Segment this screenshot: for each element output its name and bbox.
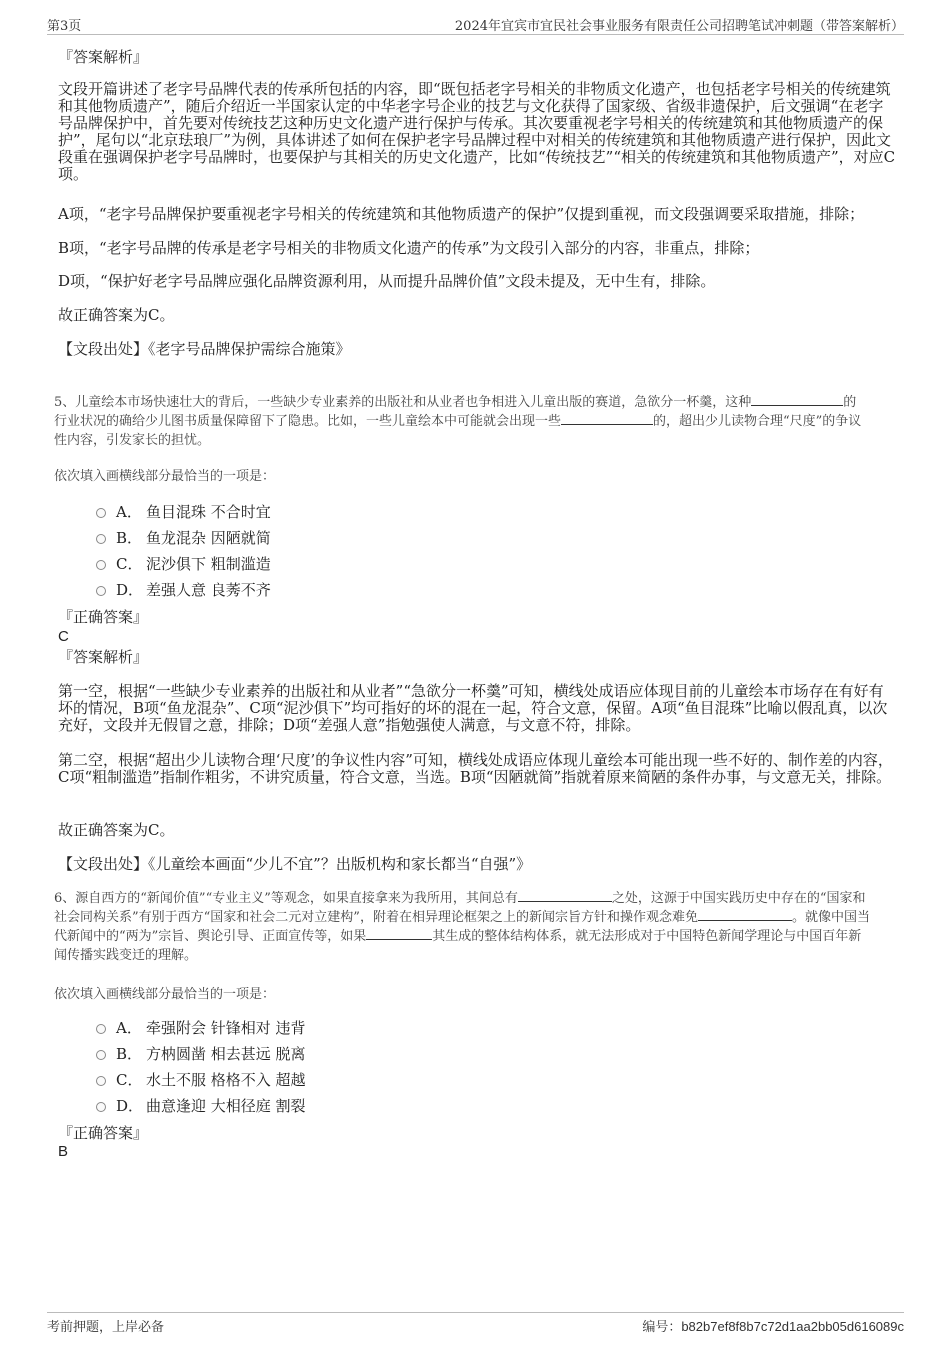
radio-icon[interactable] [96, 1050, 106, 1060]
q5-correct-answer: C [58, 628, 69, 645]
q6-prompt: 依次填入画横线部分最恰当的一项是： [54, 987, 276, 1002]
q5-conclusion: 故正确答案为C。 [58, 821, 175, 839]
q6-stem: 6、源自西方的“新闻价值”“专业主义”等观念，如果直接拿来为我所用，其间总有 之处，这源于中国实践历史中存在的“国家和 社会同构关系”有别于西方“国家和社会二元对立建构”，附着在相异理论框架之上的新闻宗旨方针和操作观念难免 。就像中国当 代新闻中的“两为”宗旨、舆论引导、正面宣传等，如果 其生成的整体结构体系，就无法形成对于中国特色新闻学理论与中国百年新 闻传播实践变迁的理解。 [54, 891, 870, 963]
footer-slogan: 考前押题，上岸必备 [47, 1320, 165, 1335]
q6-blank-3 [366, 927, 432, 940]
radio-icon[interactable] [96, 534, 106, 544]
radio-icon[interactable] [96, 586, 106, 596]
q6-correct-label: 『正确答案』 [58, 1124, 149, 1142]
q5-analysis-paragraph-1: 第一空，根据“一些缺少专业素养的出版社和从业者”“急欲分一杯羹”可知，横线处成语应体现目前的儿童绘本市场存在有好有坏的情况，B项“鱼龙混杂”、C项“泥沙俱下”均可指好的坏的混在一起，符合文意，保留。A项“鱼目混珠”比喻以假乱真，以次充好，文段并无假冒之意，排除；D项“差强人意”指勉强使人满意，与文意不符，排除。 [58, 682, 888, 734]
q5-option-b[interactable]: B． 鱼龙混杂 因陋就简 [96, 529, 271, 547]
q4-analysis-paragraph-1: 文段开篇讲述了老字号品牌代表的传承所包括的内容，即“既包括老字号相关的非物质文化遗产，也包括老字号相关的传统建筑和其他物质遗产”，随后介绍近一半国家认定的中华老字号企业的技艺与文化获得了国家级、省级非遗保护，后文强调“在老字号品牌保护中，首先要对传统技艺这种历史文化遗产进行保护与传承。其次要重视老字号相关的传统建筑和其他物质遗产的保护”，尾句以“北京珐琅厂”为例，具体讲述了如何在保护老字号品牌过程中对相关的传统建筑和其他物质遗产进行保护，因此文段重在强调保护老字号品牌时，也要保护与其相关的历史文化遗产，比如“传统技艺”“相关的传统建筑和其他物质遗产”，对应C项。 [58, 80, 896, 183]
radio-icon[interactable] [96, 508, 106, 518]
radio-icon[interactable] [96, 560, 106, 570]
q6-option-a[interactable]: A． 牵强附会 针锋相对 违背 [96, 1019, 306, 1037]
q4-analysis-label: 『答案解析』 [58, 48, 149, 66]
q5-option-a[interactable]: A． 鱼目混珠 不合时宜 [96, 503, 271, 521]
q5-source: 【文段出处】《儿童绘本画面“少儿不宜”？出版机构和家长都当“自强”》 [58, 855, 532, 873]
page-header [47, 13, 904, 35]
q5-correct-label: 『正确答案』 [58, 608, 149, 626]
page-number: 第3页 [47, 19, 82, 34]
radio-icon[interactable] [96, 1102, 106, 1112]
radio-icon[interactable] [96, 1076, 106, 1086]
q6-option-d[interactable]: D． 曲意逢迎 大相径庭 割裂 [96, 1097, 306, 1115]
q4-analysis-paragraph-3: B项，“老字号品牌的传承是老字号相关的非物质文化遗产的传承”为文段引入部分的内容，非重点，排除； [58, 239, 760, 257]
q5-option-c[interactable]: C． 泥沙俱下 粗制滥造 [96, 555, 271, 573]
q5-stem: 5、儿童绘本市场快速壮大的背后，一些缺少专业素养的出版社和从业者也争相进入儿童出版的赛道，急欲分一杯羹，这种 的 行业状况的确给少儿图书质量保障留下了隐患。比如，一些儿童绘本中可能就会出现一些 的，超出少儿读物合理“尺度”的争议 性内容，引发家长的担忧。 [54, 395, 862, 448]
q4-analysis-paragraph-2: A项，“老字号品牌保护要重视老字号相关的传统建筑和其他物质遗产的保护”仅提到重视，而文段强调要采取措施，排除； [58, 205, 865, 223]
q5-analysis-label: 『答案解析』 [58, 648, 149, 666]
q6-correct-answer: B [58, 1143, 69, 1160]
radio-icon[interactable] [96, 1024, 106, 1034]
document-title: 2024年宜宾市宜民社会事业服务有限责任公司招聘笔试冲刺题（带答案解析） [454, 19, 904, 34]
q6-blank-2 [698, 908, 792, 921]
q5-blank-2 [561, 412, 653, 425]
footer-code: 编号：b82b7ef8f8b7c72d1aa2bb05d616089c [642, 1319, 904, 1335]
q4-source: 【文段出处】《老字号品牌保护需综合施策》 [58, 340, 351, 358]
q6-option-c[interactable]: C． 水土不服 格格不入 超越 [96, 1071, 306, 1089]
page-footer [47, 1312, 904, 1335]
q5-option-d[interactable]: D． 差强人意 良莠不齐 [96, 581, 271, 599]
q4-analysis-paragraph-4: D项，“保护好老字号品牌应强化品牌资源利用，从而提升品牌价值”文段未提及，无中生有，排除。 [58, 272, 716, 290]
q5-blank-1 [751, 393, 843, 406]
q4-conclusion: 故正确答案为C。 [58, 306, 175, 324]
q6-blank-1 [518, 889, 612, 902]
q5-prompt: 依次填入画横线部分最恰当的一项是： [54, 469, 276, 484]
q6-option-b[interactable]: B． 方枘圆凿 相去甚远 脱离 [96, 1045, 306, 1063]
q5-analysis-paragraph-2: 第二空，根据“超出少儿读物合理‘尺度’的争议性内容”可知，横线处成语应体现儿童绘本可能出现一些不好的、制作差的内容，C项“粗制滥造”指制作粗劣，不讲究质量，符合文意，当选。B项“因陋就简”指就着原来简陋的条件办事，与文意无关，排除。 [58, 751, 893, 786]
